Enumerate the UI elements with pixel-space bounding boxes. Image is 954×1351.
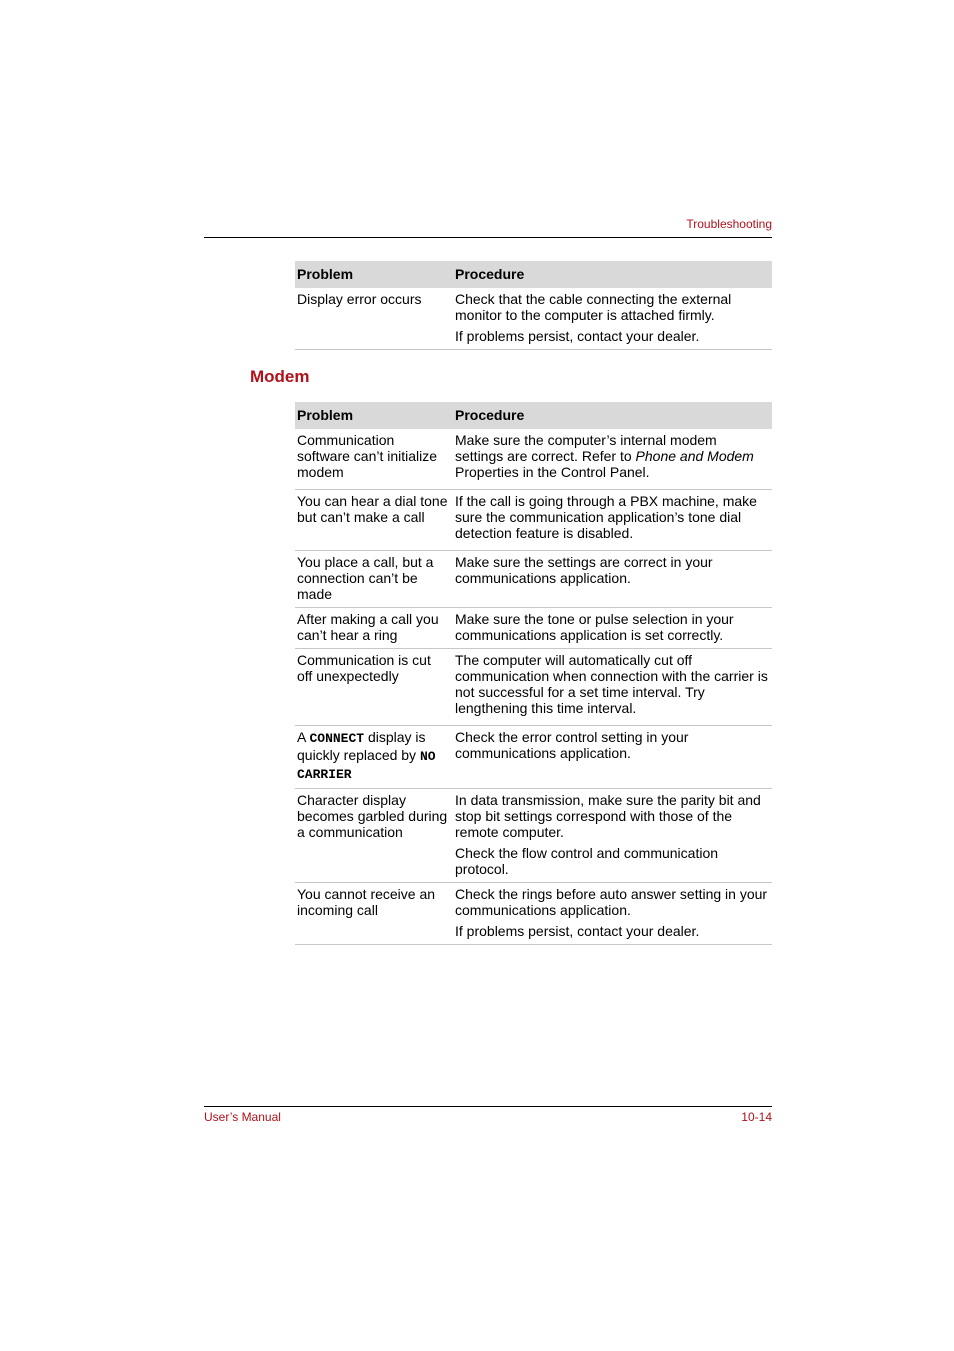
procedure-text: Check the rings before auto answer setting in your communications application.: [455, 886, 768, 918]
table-row: [295, 551, 772, 608]
column-header-procedure: Procedure: [453, 402, 772, 429]
procedure-reference: Phone and Modem: [635, 448, 754, 464]
problem-cell: Communication software can’t initialize modem: [295, 429, 453, 490]
procedure-cell: Make sure the settings are correct in your communications application.: [453, 551, 772, 608]
table-row: [295, 726, 772, 789]
display-troubleshooting-table: [295, 261, 772, 350]
table-row: [295, 789, 772, 883]
code-connect: CONNECT: [309, 731, 365, 746]
problem-cell: After making a call you can’t hear a ring: [295, 608, 453, 649]
procedure-text: Properties in the Control Panel.: [455, 464, 650, 480]
problem-cell: Display error occurs: [295, 288, 453, 350]
procedure-text: Check that the cable connecting the external monitor to the computer is attached firmly.: [455, 291, 732, 323]
procedure-cell: Check the error control setting in your communications application.: [453, 726, 772, 789]
procedure-cell: [453, 288, 772, 350]
procedure-text: Make sure the computer’s internal modem settings are correct. Refer to: [455, 432, 717, 464]
procedure-cell: [453, 429, 772, 490]
table-row: [295, 490, 772, 551]
column-header-procedure: Procedure: [453, 261, 772, 288]
page-number: 10-14: [741, 1110, 772, 1124]
procedure-cell: Make sure the tone or pulse selection in your communications application is set correctly.: [453, 608, 772, 649]
procedure-cell: If the call is going through a PBX machine, make sure the communication application’s tone dial detection feature is disabled.: [453, 490, 772, 551]
problem-cell: Character display becomes garbled during a communication: [295, 789, 453, 883]
problem-cell: [295, 726, 453, 789]
procedure-text: Check the flow control and communication protocol.: [455, 845, 719, 877]
problem-text: A: [297, 729, 310, 745]
procedure-text: In data transmission, make sure the parity bit and stop bit settings correspond with those of the remote computer.: [455, 792, 761, 840]
table-header-row: [295, 402, 772, 429]
table-row: [295, 608, 772, 649]
procedure-text: If problems persist, contact your dealer.: [455, 328, 700, 344]
problem-cell: Communication is cut off unexpectedly: [295, 649, 453, 726]
table-row: [295, 429, 772, 490]
table-row: [295, 883, 772, 945]
table-header-row: [295, 261, 772, 288]
table-row: [295, 288, 772, 350]
procedure-text: If problems persist, contact your dealer.: [455, 923, 700, 939]
procedure-cell: [453, 883, 772, 945]
section-title: Modem: [250, 367, 310, 386]
header-rule: [204, 237, 772, 238]
modem-troubleshooting-table: [295, 402, 772, 945]
problem-text: display is quickly replaced by: [297, 729, 426, 763]
procedure-cell: [453, 789, 772, 883]
code-no-carrier: NO CARRIER: [297, 749, 436, 782]
running-header: Troubleshooting: [686, 217, 772, 231]
column-header-problem: Problem: [295, 402, 453, 429]
problem-cell: You place a call, but a connection can’t be made: [295, 551, 453, 608]
footer-rule: [204, 1106, 772, 1107]
column-header-problem: Problem: [295, 261, 453, 288]
table-row: [295, 649, 772, 726]
footer-manual-title: User’s Manual: [204, 1110, 281, 1124]
problem-cell: You can hear a dial tone but can’t make a call: [295, 490, 453, 551]
problem-cell: You cannot receive an incoming call: [295, 883, 453, 945]
procedure-cell: The computer will automatically cut off communication when connection with the carrier is not successful for a set time interval. Try lengthening this time interval.: [453, 649, 772, 726]
